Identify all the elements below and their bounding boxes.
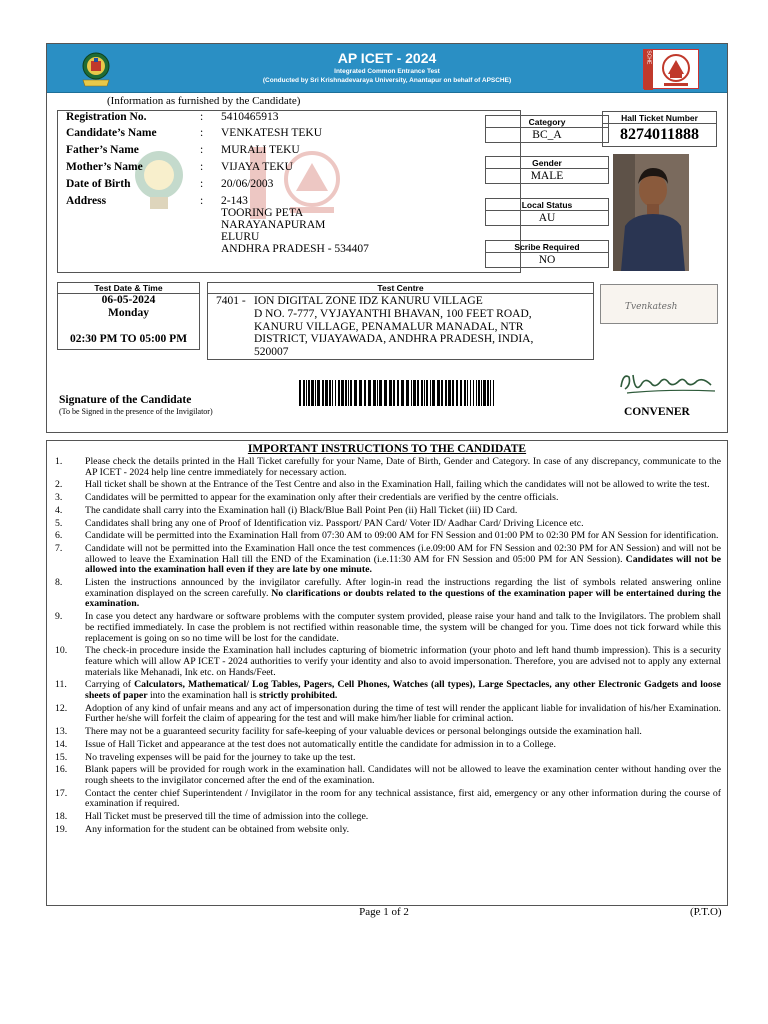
barcode-bar [341,380,344,406]
candidate-photo [613,154,689,271]
instruction-number: 8. [55,577,63,589]
instruction-number: 19. [55,823,68,835]
barcode-bar [406,380,409,406]
barcode-bar [329,380,331,406]
instructions-title: IMPORTANT INSTRUCTIONS TO THE CANDIDATE [247,443,527,455]
barcode-bar [432,380,435,406]
scribe-required-box: Scribe Required NO [485,240,609,268]
instruction-item [55,544,721,576]
gender-box: Gender MALE [485,156,609,184]
barcode-bar [483,380,486,406]
barcode-bar [308,380,310,406]
instruction-text: Please check the details printed in the Hall Ticket carefully for your Name, Date of Birth, Gender and Category. In case of any discrepancy, communicate to the AP ICET - 2024 help line centre immediately for necessary action. [85,456,721,478]
apsche-logo [643,49,699,89]
instruction-text: Issue of Hall Ticket and appearance at the test does not automatically entitle the candidate for admission in to a College. [85,738,556,750]
barcode-bar [401,380,404,406]
instruction-text: Adoption of any kind of unfair means and any act of impersonation during the time of test will render the applicant liable for invalidation of his/her Examination. Further he/she will forfeit the claim of appearing for the test and will make him/her liable for criminal action. [85,702,721,725]
instructions-section [46,440,728,906]
barcode-bar [411,380,412,406]
pto-label: (P.T.O) [690,906,722,918]
barcode-bar [470,380,471,406]
barcode-bar [354,380,357,406]
test-date: 06-05-2024 [101,294,156,306]
barcode-bar [373,380,376,406]
barcode-bar [430,380,431,406]
instruction-number: 13. [55,726,68,738]
barcode-bar [315,380,316,406]
barcode-bar [317,380,320,406]
instruction-number: 6. [55,530,63,542]
info-note: (Information as furnished by the Candidate) [107,95,301,107]
instruction-text: Candidate will not be permitted into the Examination Hall once the test commences (i.e.09:00 AM for FN Session and 02:30 PM for AN Session) and will not be allowed to leave the Examination Hall till the END of the Examination (i.e.11:30 AM for FN Session and 05:00 PM for AN Session). [85,542,721,565]
instruction-number: 3. [55,492,63,504]
category-box: Category BC_A [485,115,609,143]
barcode-bar [306,380,307,406]
instruction-number: 12. [55,702,68,714]
barcode-bar [348,380,349,406]
instruction-text: No traveling expenses will be paid for the journey to take up the test. [85,751,356,763]
barcode-bar [467,380,468,406]
instruction-text: Candidates shall bring any one of Proof of Identification viz. Passport/ PAN Card/ Voter ID/ Aadhar Card/ Driving Licence etc. [85,517,584,529]
hall-ticket-number: 8274011888 [619,126,700,143]
instruction-number: 16. [55,764,68,776]
instruction-item [55,506,721,517]
candidate-signature-note: (To be Signed in the presence of the Invigilator) [59,407,213,416]
instructions-list [55,457,721,838]
header-banner [47,44,727,93]
instruction-text: Candidates will be permitted to appear for the examination only after their credentials are verified by the centre officials. [85,492,559,504]
barcode-bar [473,380,474,406]
barcode-bar [487,380,489,406]
instruction-number: 5. [55,517,63,529]
instruction-item [55,519,721,530]
instruction-number: 2. [55,479,63,491]
instruction-text: The check-in procedure inside the Examination hall includes capturing of biometric information (your photo and left hand thumb impression). This is a security feature which will allow AP ICET - 2024 authorities to verify your identity and also to avoid impersonation. Therefore, you are advised not to apply any external materials like Mehanadi, Ink etc. on Hands/Feet. [85,645,721,678]
apsche-vertical-text: APSCHE [645,50,652,65]
barcode-bar [452,380,454,406]
candidate-signature-image [600,284,718,324]
test-date-time-box: Test Date & Time 06-05-2024 Monday 02:30 PM TO 05:00 PM [57,282,200,350]
hall-ticket-card [46,43,728,433]
convener-label: CONVENER [624,406,690,418]
barcode-bar [413,380,416,406]
test-centre-address: ION DIGITAL ZONE IDZ KANURU VILLAGE D NO. 7-777, VYJAYANTHI BHAVAN, 100 FEET ROAD, KANURU VILLAGE, PENAMALUR MANADAL, NTR DISTRICT, VIJAYAWADA, ANDHRA PRADESH, INDIA, 520007 [254,295,534,359]
exam-title: AP ICET - 2024 [337,50,437,66]
barcode-bar [335,380,336,406]
barcode-bar [384,380,387,406]
instruction-item [55,789,721,810]
barcode-bar [445,380,447,406]
instruction-number: 1. [55,456,63,467]
instruction-item [55,493,721,504]
instruction-item [55,578,721,610]
barcode-bar [421,380,423,406]
barcode-bar [424,380,425,406]
barcode-bar [448,380,451,406]
barcode [299,380,496,406]
barcode-bar [417,380,419,406]
instruction-number: 11. [55,679,67,691]
barcode-bar [397,380,399,406]
instruction-number: 17. [55,787,68,799]
barcode-bar [350,380,352,406]
barcode-bar [303,380,305,406]
candidate-signature-label: Signature of the Candidate [59,394,192,406]
instruction-text: Carrying of [85,679,135,691]
barcode-bar [441,380,443,406]
instruction-number: 4. [55,504,63,516]
signature-scribble-icon [601,285,719,325]
instruction-text: Candidates will not be allowed into the examination hall even if they are late by one minute. [85,553,721,576]
apsche-emblem-icon [644,50,700,90]
barcode-bar [426,380,428,406]
test-day: Monday [108,307,149,319]
instruction-number: 14. [55,738,68,750]
instruction-text: strictly prohibited. [259,690,338,702]
instruction-item [55,612,721,644]
instruction-text: No clarifications or doubts related to the questions of the examination paper will be entertained during the examination. [85,587,721,610]
barcode-bar [332,380,333,406]
barcode-bar [490,380,491,406]
hall-ticket-number-box: Hall Ticket Number 8274011888 [602,111,717,147]
barcode-bar [393,380,395,406]
instruction-text: Any information for the student can be obtained from website only. [85,823,350,835]
instruction-item [55,727,721,738]
barcode-bar [389,380,392,406]
instruction-item [55,753,721,764]
exam-subtitle: Integrated Common Entrance Test [334,68,440,75]
barcode-bar [464,380,466,406]
barcode-bar [481,380,482,406]
instruction-item [55,680,721,701]
barcode-bar [299,380,301,406]
barcode-bar [338,380,340,406]
barcode-bar [478,380,480,406]
svg-text:Tvenkatesh: Tvenkatesh [625,302,678,312]
instruction-number: 9. [55,611,63,623]
barcode-bar [377,380,378,406]
barcode-bar [379,380,382,406]
barcode-bar [364,380,366,406]
instruction-item [55,812,721,823]
test-centre-box: Test Centre 7401 - ION DIGITAL ZONE IDZ KANURU VILLAGE D NO. 7-777, VYJAYANTHI BHAVAN, 100 FEET ROAD, KANURU VILLAGE, PENAMALUR MANADAL, NTR DISTRICT, VIJAYAWADA, ANDHRA PRADESH, INDIA, 520007 [207,282,594,360]
instruction-number: 10. [55,645,68,657]
instruction-text: Blank papers will be provided for rough work in the examination hall. Candidates will not be allowed to leave the examination center without handing over the rough sheets to the invigilator concerned after the end of the examination. [85,764,721,786]
instruction-text: Hall Ticket must be preserved till the time of admission into the college. [85,811,369,823]
instruction-item [55,765,721,786]
instruction-number: 7. [55,542,63,554]
instruction-text: Calculators, Mathematical/ Log Tables, Pagers, Cell Phones, Watches (all types), Large Spectacles, any other Electronic Gadgets and loose sheets of paper [85,679,721,702]
candidate-details: Registration No. : 5410465913 Candidate’s Name : VENKATESH TEKU Father’s Name : MURALI TEKU Mother’s Name : VIJAYA TEKU Date of Birth : 20/06/2003 Address : 2-143 TOORING PETA NARAYANAPURAM ELURU ANDHRA PRADESH - 534407 [57,110,521,273]
instruction-item [55,457,721,478]
candidate-portrait-icon [613,154,689,271]
instruction-text: Hall ticket shall be shown at the Entrance of the Test Centre and also in the Examination Hall, failing which the candidates will not be allowed to write the test. [85,479,710,491]
barcode-bar [368,380,371,406]
instruction-item [55,825,721,836]
barcode-bar [493,380,494,406]
instruction-text: Contact the center chief Superintendent / Invigilator in the room for any technical assistance, first aid, emergency or any other information during the course of examination if required. [85,787,721,810]
conducted-by: (Conducted by Sri Krishnadevaraya University, Anantapur on behalf of APSCHE) [262,77,512,84]
instruction-text: There may not be a guaranteed security facility for safe-keeping of your valuable devices or personal belongings outside the examination hall. [85,726,642,738]
barcode-bar [460,380,462,406]
barcode-bar [476,380,477,406]
barcode-bar [359,380,362,406]
convener-signature-icon [615,367,721,399]
instruction-item [55,480,721,491]
instruction-number: 18. [55,811,68,823]
barcode-bar [345,380,347,406]
instruction-text: Listen the instructions announced by the invigilator carefully. After login-in read the instructions regarding the list of symbols related answering online examination displayed on the screen carefully. [85,577,721,599]
instruction-text: The candidate shall carry into the Examination hall (i) Black/Blue Ball Point Pen (ii) Hall Ticket (iii) ID Card. [85,504,518,516]
test-centre-code: 7401 - [216,295,246,307]
instruction-number: 15. [55,751,68,763]
barcode-bar [456,380,458,406]
instruction-item [55,704,721,725]
instruction-item [55,646,721,678]
instruction-item [55,531,721,542]
barcode-bar [322,380,324,406]
test-time: 02:30 PM TO 05:00 PM [69,333,188,345]
instruction-text: into the examination hall is [147,690,260,702]
barcode-bar [311,380,314,406]
barcode-bar [325,380,328,406]
instruction-text: In case you detect any hardware or software problems with the computer system provided, please raise your hand and talk to the Invigilators. The problem shall be rectified immediately. In case the problem is not rectified within reasonable time, the system will be changed for you. Time does not tick forward while this replacement is going on so no time will be lost for the candidate. [85,611,721,644]
instruction-item [55,740,721,751]
barcode-bar [437,380,440,406]
instruction-text: Candidate will be permitted into the Examination Hall from 07:30 AM to 09:00 AM for FN Session and 01:00 PM to 02:30 PM for AN Session for identification. [85,530,719,542]
page-number: Page 1 of 2 [359,906,409,918]
local-status-box: Local Status AU [485,198,609,226]
